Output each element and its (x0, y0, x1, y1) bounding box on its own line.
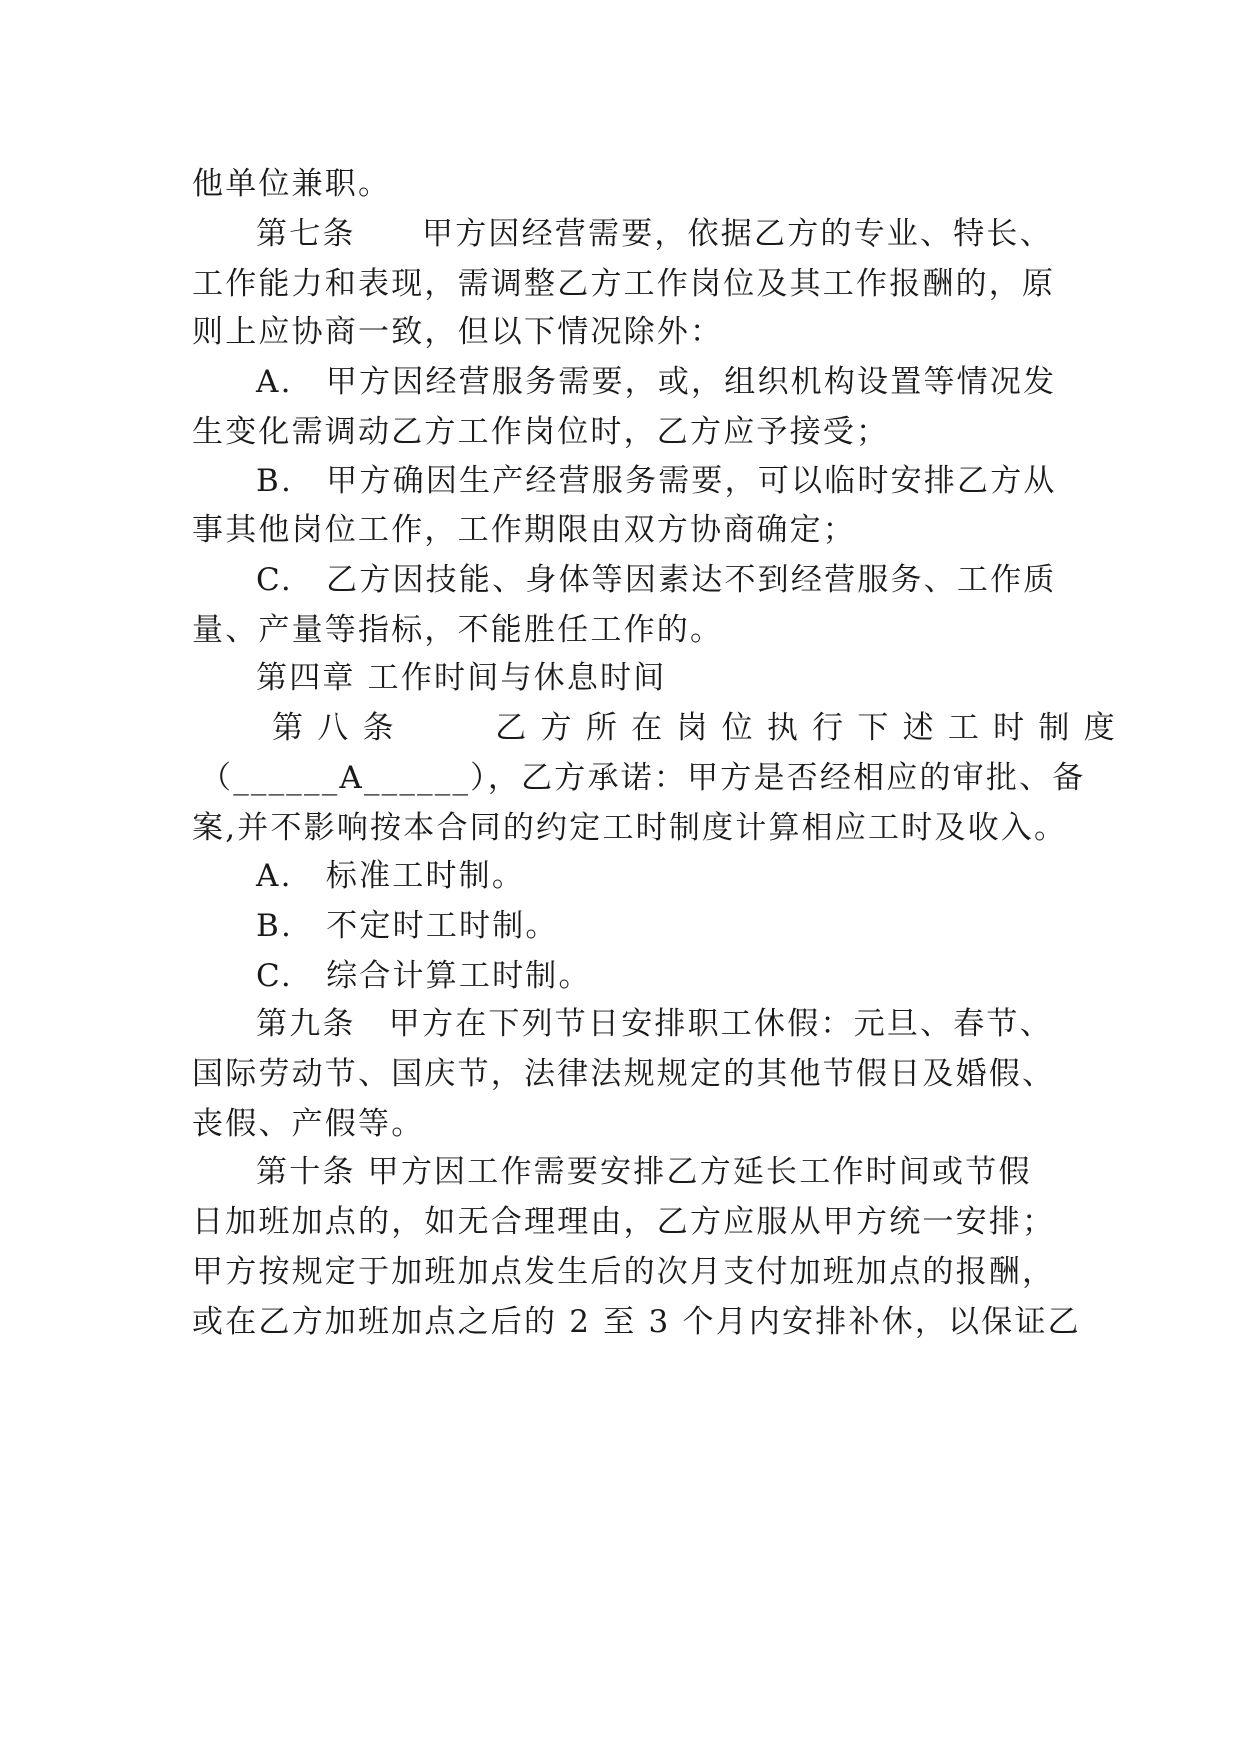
list-item-a: A. 标准工时制。 (256, 858, 526, 894)
text-line: 则上应协商一致，但以下情况除外： (192, 314, 724, 350)
list-item-c: C. 综合计算工时制。 (256, 958, 592, 994)
article-8-heading: 第 八 条 乙 方 所 在 岗 位 执 行 下 述 工 时 制 度 (272, 710, 1117, 746)
text-line: 丧假、产假等。 (192, 1106, 425, 1142)
chapter-4-heading: 第四章 工作时间与休息时间 (256, 660, 667, 696)
text-line: 工作能力和表现，需调整乙方工作岗位及其工作报酬的，原 (192, 266, 1056, 302)
article-9-heading: 第九条 甲方在下列节日安排职工休假：元旦、春节、 (256, 1006, 1053, 1042)
list-item-a: A. 甲方因经营服务需要，或，组织机构设置等情况发 (256, 364, 1057, 400)
text-line: 国际劳动节、国庆节，法律法规规定的其他节假日及婚假、 (192, 1056, 1056, 1092)
text-line: 甲方按规定于加班加点发生后的次月支付加班加点的报酬， (192, 1254, 1056, 1290)
list-item-b: B. 甲方确因生产经营服务需要，可以临时安排乙方从 (256, 463, 1057, 499)
text-line: 量、产量等指标，不能胜任工作的。 (192, 612, 724, 648)
text-line: 日加班加点的，如无合理理由，乙方应服从甲方统一安排； (192, 1204, 1056, 1240)
text-line: 生变化需调动乙方工作岗位时，乙方应予接受； (192, 414, 890, 450)
text-line: （______A______），乙方承诺：甲方是否经相应的审批、备 (200, 760, 1086, 796)
article-7-heading: 第七条 甲方因经营需要，依据乙方的专业、特长、 (256, 216, 1053, 252)
text-line: 案,并不影响按本合同的约定工时制度计算相应工时及收入。 (192, 810, 1068, 846)
article-10-heading: 第十条 甲方因工作需要安排乙方延长工作时间或节假 (256, 1154, 1032, 1190)
text-line: 他单位兼职。 (192, 166, 392, 202)
list-item-b: B. 不定时工时制。 (256, 908, 559, 944)
text-line: 事其他岗位工作，工作期限由双方协商确定； (192, 512, 856, 548)
text-line: 或在乙方加班加点之后的 2 至 3 个月内安排补休，以保证乙 (192, 1304, 1081, 1340)
list-item-c: C. 乙方因技能、身体等因素达不到经营服务、工作质 (256, 562, 1057, 598)
